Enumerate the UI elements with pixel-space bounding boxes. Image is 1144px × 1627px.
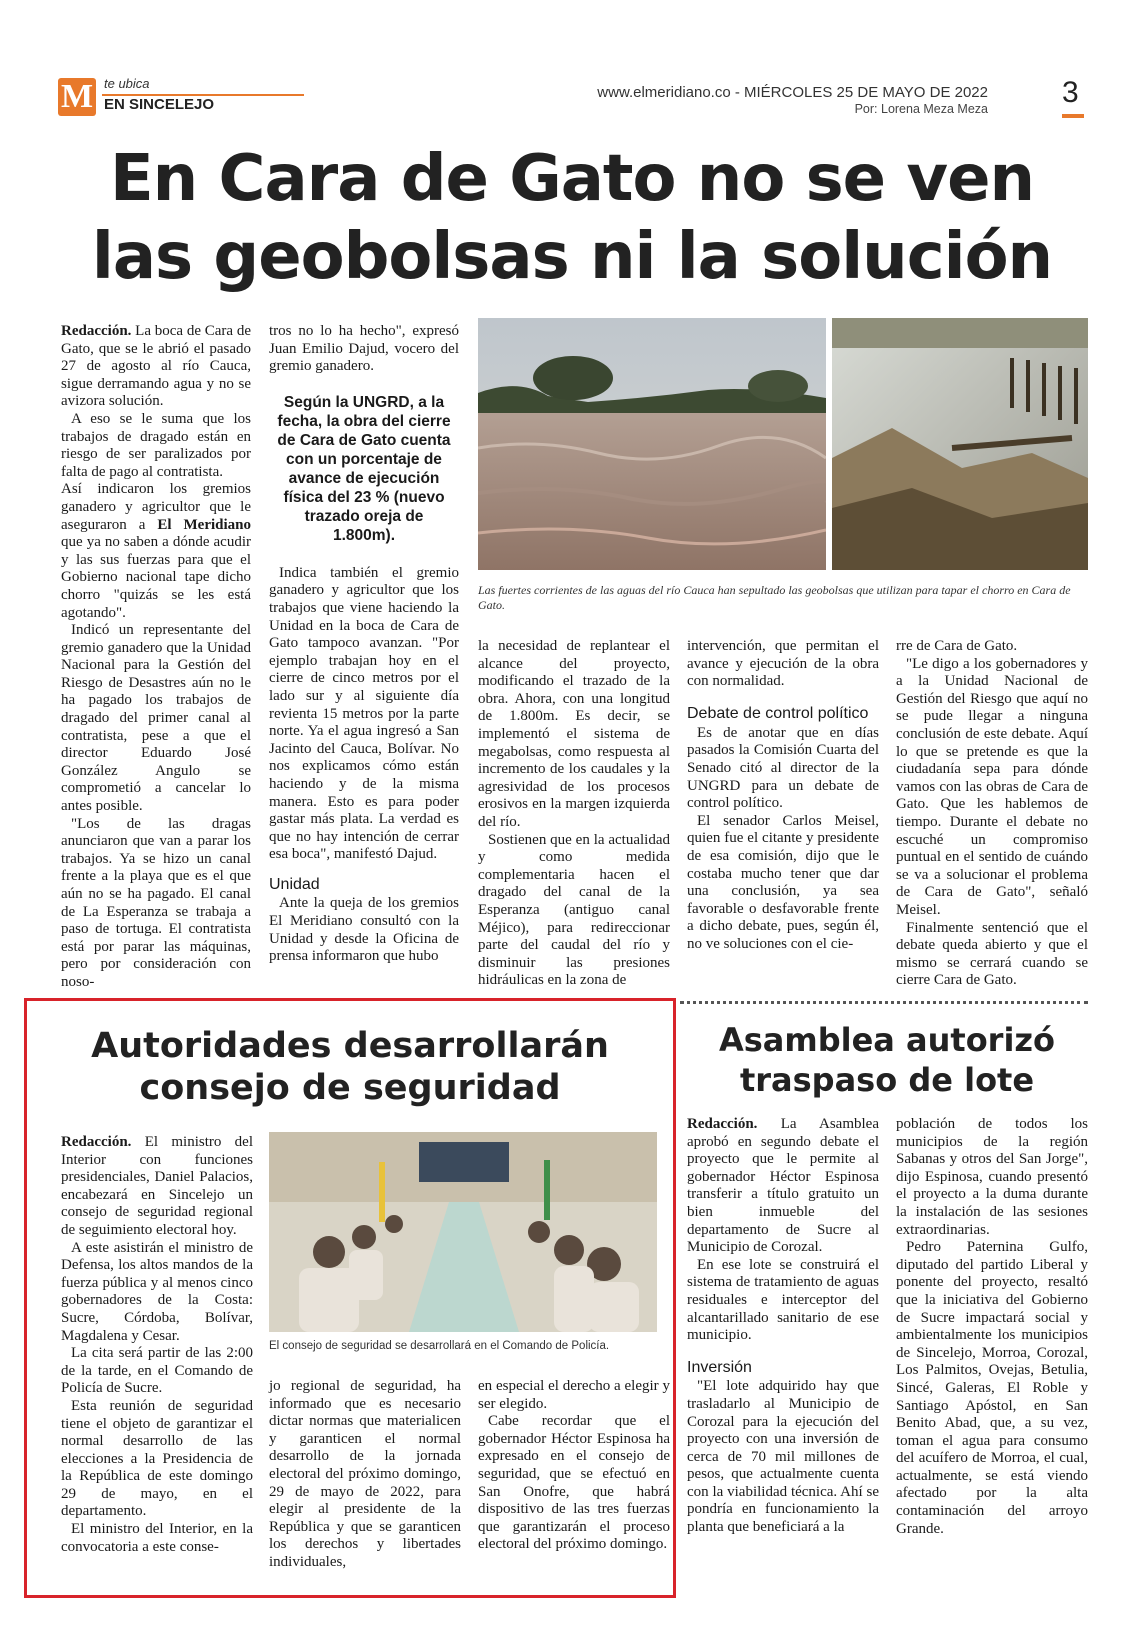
story3-col1-p2: En ese lote se construirá el sistema de tratamiento de aguas residuales e interceptor del alcantarillado sanitario de ese municipio. [687, 1256, 879, 1344]
main-col1-p5: "Los de las dragas anunciaron que van a parar los trabajos. Ya se hizo un canal frente a la playa que es el que aún no se ha pagado. El canal de La Esperanza se trabaja a paso de tortuga. El contratista está por parar las máquinas, pero por consideración con noso- [61, 815, 251, 990]
main-col5-p2: "Le digo a los gobernadores y a la Unidad Nacional de Gestión del Riesgo que aquí no se pude llegar a ninguna conclusión de este debate. Aquí lo que se pretende es que la ciudadanía sepa para dónde vamos con las obras de Cara de Gato. Que les hablemos de tiempo. Durante el debate no escuché un compromiso puntual en el sentido de cuándo se va a solucionar el problema de Cara de Gato", señaló Meisel. [896, 655, 1088, 918]
river-photo-2 [832, 318, 1088, 570]
main-col2-p2: Indica también el gremio ganadero y agricultor que los trabajos que viene haciendo la Unidad en la boca de Cara de Gato tampoco avanzan. "Por ejemplo trabajan hoy en el cierre de cinco metros por el lado sur y al siguiente día revienta 15 metros por la parte norte. Ya el agua ingresó a San Jacinto del Cauca, Bolívar. No nos explicamos cómo están haciendo y de la misma manera. Esto es para poder gastar más plata. La verdad es que no hay intención de cerrar esa boca", manifestó Dajud. [269, 564, 459, 863]
main-col4-p2: Es de anotar que en días pasados la Comisión Cuarta del Senado citó al director de la UNGRD para un debate de control político. [687, 724, 879, 812]
main-col4-p3: El senador Carlos Meisel, quien fue el citante y presidente de esa comisión, dijo que le costaba mucho tener que dar una conclusión, ya sea favorable o desfavorable frente a dicho debate, pues, según él, no ve soluciones con el cie- [687, 812, 879, 952]
main-col2-p3: Ante la queja de los gremios El Meridiano consultó con la Unidad y desde la Oficina de prensa informaron que hubo [269, 895, 459, 965]
website-date: www.elmeridiano.co - MIÉRCOLES 25 DE MAYO DE 2022 [597, 84, 988, 101]
story2-col1-p4: Esta reunión de seguridad tiene el objeto de garantizar el normal desarrollo de las elecciones a la Presidencia de la República de este domingo 29 de mayo, en el departamento. [61, 1397, 253, 1520]
story3-headline-line1: Asamblea autorizó [718, 1021, 1056, 1059]
council-photo-image [269, 1132, 657, 1332]
story2-lead: Redacción. [61, 1134, 132, 1150]
logo-letter: M [60, 78, 94, 115]
main-col1-p2: A eso se le suma que los trabajos de dragado están en riesgo de ser paralizados por falta de pago al contratista. [61, 410, 251, 480]
story2-col-3 [478, 1378, 670, 1578]
story2-headline-line2: consejo de seguridad [139, 1068, 561, 1108]
story3-headline-line2: traspaso de lote [739, 1061, 1035, 1099]
main-col-2 [269, 323, 459, 993]
main-col1-p4: Indicó un representante del gremio ganadero que la Unidad Nacional para la Gestión del Riesgo de Desastres aún no le ha pagado los trabajos de dragado del primer canal al contratista, pese a que el director Eduardo José González Angulo se comprometió a cancelar lo antes posible. [61, 622, 251, 815]
main-col3-p1: la necesidad de replantear el alcance del proyecto, modificando el trazado de la obra. Ahora, con una longitud de 1.800m. Es decir, se implementó el sistema de megabolsas, como respuesta al incremento de los caudales y la agresividad de los procesos erosivos en la margen izquierda del río. [478, 638, 670, 830]
story3-col-1 [687, 1116, 879, 1586]
main-pullquote: Según la UNGRD, a la fecha, la obra del cierre de Cara de Gato cuenta con un porcentaje de avance de ejecución física del 23 % (nuevo trazado oreja de 1.800m). [277, 393, 451, 544]
council-photo [269, 1132, 657, 1332]
story2-col1-p1: El ministro del Interior con funciones presidenciales, Daniel Palacios, encabezará en Sincelejo un consejo de seguridad regional de seguimiento electoral hoy. [61, 1134, 253, 1238]
main-col1-p3a: Así indicaron los gremios ganadero y agricultor que le aseguraron a [61, 481, 251, 533]
main-lead: Redacción. [61, 323, 132, 339]
river-photo-1 [478, 318, 826, 570]
page-number: 3 [1062, 76, 1079, 109]
story2-col3-p2: Cabe recordar que el gobernador Héctor Espinosa ha expresado en el consejo de seguridad, que se efectuó en San Onofre, que habrá dispositivo de las tres fuerzas que garantizarán el proceso electoral del próximo domingo. [478, 1413, 670, 1553]
story2-col-2 [269, 1378, 461, 1578]
story3-subhead-inversion: Inversión [687, 1358, 752, 1376]
main-col1-p3b: El Meridiano [157, 516, 251, 533]
main-col-4 [687, 638, 879, 993]
story2-photo-caption: El consejo de seguridad se desarrollará en el Comando de Policía. [269, 1340, 610, 1352]
story-divider [680, 1001, 1088, 1004]
story3-col-2 [896, 1116, 1088, 1586]
section-kicker: te ubica [104, 76, 150, 91]
main-col-1 [61, 323, 251, 993]
story2-col-1 [61, 1134, 253, 1574]
section-name: EN SINCELEJO [104, 96, 215, 113]
byline: Por: Lorena Meza Meza [854, 102, 988, 116]
river-photo-1-image [478, 318, 826, 570]
main-col1-p1: La boca de Cara de Gato, que se le abrió el pasado 27 de agosto al río Cauca, sigue derramando agua y no se avizora solución. [61, 323, 251, 410]
main-col3-p2: Sostienen que en la actualidad y como medida complementaria hacen el dragado del canal de la Esperanza (antiguo canal Méjico), para redireccionar parte del caudal del río y disminuir las presiones hidráulicas en la zona de [478, 831, 670, 989]
river-photo-2-image [832, 318, 1088, 570]
section-rule [102, 94, 304, 96]
story3-lead: Redacción. [687, 1116, 758, 1132]
story2-col3-p1: en especial el derecho a elegir y ser elegido. [478, 1378, 670, 1412]
story3-col2-p1: población de todos los municipios de la región Sabanas y otros del San Jorge", dijo Espinosa, cuando presentó el proyecto a la duma durante la instalación de las sesiones extraordinarias. [896, 1116, 1088, 1238]
story2-col1-p2: A este asistirán el ministro de Defensa, los altos mandos de la fuerza pública y al menos cinco gobernadores de la Costa: Sucre, Córdoba, Bolívar, Magdalena y Cesar. [61, 1239, 253, 1344]
meridiano-logo [58, 78, 96, 116]
main-col2-p1: tros no lo ha hecho", expresó Juan Emilio Dajud, vocero del gremio ganadero. [269, 323, 459, 375]
story2-col1-p3: La cita será partir de las 2:00 de la tarde, en el Comando de Policía de Sucre. [61, 1345, 253, 1397]
main-col4-p1: intervención, que permitan el avance y ejecución de la obra con normalidad. [687, 638, 879, 690]
main-col-3 [478, 638, 670, 993]
story3-col2-p2: Pedro Paternina Gulfo, diputado del partido Liberal y ponente del proyecto, resaltó que la iniciativa del Gobierno de Sucre impactará social y ambientalmente los municipios de Sincelejo, Morroa, Corozal, Los Palmitos, Ovejas, Betulia, Sincé, Galeras, El Roble y Santiago Apóstol, en San Benito Abad, que, a su vez, toman el agua para consumo del acuífero de Morroa, el cual, actualmente, se está viendo afectado por la alta contaminación del arroyo Grande. [896, 1239, 1088, 1537]
main-col-5 [896, 638, 1088, 993]
story2-headline-line1: Autoridades desarrollarán [91, 1026, 609, 1066]
main-col5-p1: rre de Cara de Gato. [896, 638, 1018, 654]
story2-col1-p5: El ministro del Interior, en la convocatoria a este conse- [61, 1521, 253, 1555]
main-headline-line2: las geobolsas ni la solución [91, 220, 1053, 294]
main-subhead-unidad: Unidad [269, 875, 320, 893]
main-photo-caption: Las fuertes corrientes de las aguas del río Cauca han sepultado las geobolsas que utilizan para tapar el chorro en Cara de Gato. [478, 583, 1071, 612]
main-col1-p3c: que ya no saben a dónde acudir y las sus fuerzas para que el Gobierno nacional tape dicho chorro "quizás se les está agotando". [61, 534, 251, 621]
main-headline-line1: En Cara de Gato no se ven [109, 142, 1035, 216]
main-subhead-debate: Debate de control político [687, 704, 869, 722]
story2-col2-p1: jo regional de seguridad, ha informado que es necesario dictar normas que materialicen y garanticen el normal desarrollo de la jornada electoral del próximo domingo, 29 de mayo de 2022, para elegir al presidente de la República y que se garanticen los derechos y libertades individuales, [269, 1378, 461, 1570]
story3-col1-p3: "El lote adquirido hay que trasladarlo al Municipio de Corozal para la ejecución del proyecto con una inversión de cerca de 70 mil millones de pesos, que actualmente cuenta con la viabilidad técnica. Ahí se pondría en funcionamiento la planta que beneficiará a la [687, 1378, 879, 1536]
story3-col1-p1: La Asamblea aprobó en segundo debate el proyecto que le permite al gobernador Héctor Espinosa transferir a título gratuito un bien inmueble del departamento de Sucre al Municipio de Corozal. [687, 1116, 879, 1256]
main-col5-p3: Finalmente sentenció que el debate queda abierto y que el mismo se cerrará cuando se cierre Cara de Gato. [896, 919, 1088, 989]
page-number-rule [1062, 114, 1084, 118]
